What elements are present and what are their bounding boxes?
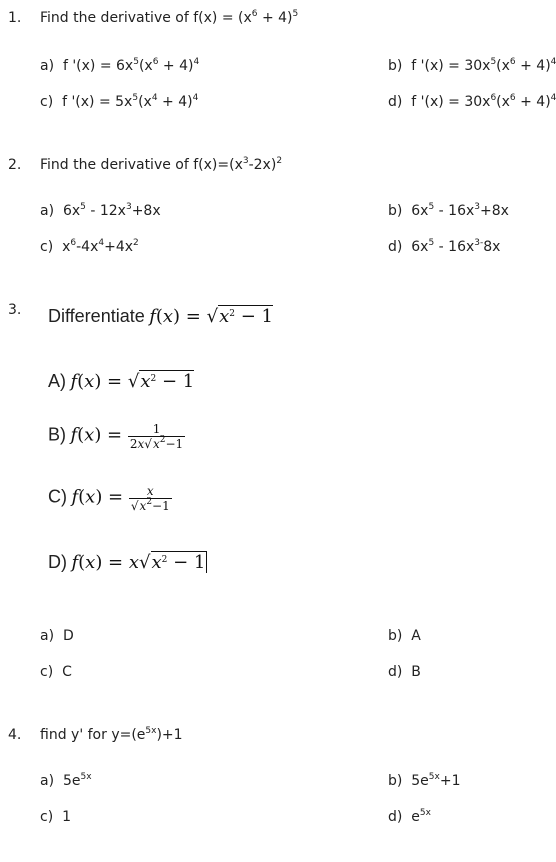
fraction-B: $\frac{1}{2x√x^2-1}$ bbox=[129, 422, 184, 451]
q3-choice-B: B) f(x) = $\frac{1}{2x√x^2-1}$ bbox=[48, 422, 184, 451]
q4-option-a[interactable]: a) $5e^{5x}$ bbox=[40, 772, 92, 789]
q1-option-d[interactable]: d) f '$(x) = 30x^6(x^6 + 4)^4$ bbox=[388, 93, 556, 110]
q1-option-c[interactable]: c) f '$(x) = 5x^5(x^4 + 4)^4$ bbox=[40, 93, 199, 110]
q1-option-a[interactable]: a) f '$(x) = 6x^5(x^6 + 4)^4$ bbox=[40, 57, 200, 74]
question-4-prompt: find y' for $y=(e^{5x})+1$ bbox=[40, 726, 183, 743]
question-2-number: 2. bbox=[8, 157, 22, 173]
fraction-C: $\frac{x}{√x^2-1}$ bbox=[130, 484, 170, 513]
q2-option-a[interactable]: a) $6x^5 - 12x^3+8x$ bbox=[40, 202, 161, 219]
q2-option-d[interactable]: d) $6x^5 - 16x^{3-}8x$ bbox=[388, 238, 501, 255]
q2-option-c[interactable]: c) $x^6-4x^4+4x^2$ bbox=[40, 238, 139, 255]
q3-option-b[interactable]: b) A bbox=[388, 628, 421, 644]
question-1-prompt: Find the derivative of $f(x) = (x^6 + 4)^5$ bbox=[40, 9, 299, 26]
q3-option-a[interactable]: a) D bbox=[40, 628, 74, 644]
q4-option-b[interactable]: b) $5e^{5x}+1$ bbox=[388, 772, 461, 789]
question-2-prompt: Find the derivative of $f(x)=(x^3-2x)^2$ bbox=[40, 156, 283, 173]
question-4-number: 4. bbox=[8, 727, 22, 743]
q4-option-d[interactable]: d) $e^{5x}$ bbox=[388, 808, 431, 825]
q3-choice-C: C) f(x) = $\frac{x}{√x^2-1}$ bbox=[48, 484, 170, 513]
q1-option-b[interactable]: b) f '$(x) = 30x^5(x^6 + 4)^4$ bbox=[388, 57, 556, 74]
question-3-prompt: Differentiate $f(x) = √x^2 - 1$ bbox=[48, 306, 273, 327]
q3-choice-D: D) $f(x) = x√x^2 - 1$ bbox=[48, 552, 206, 573]
q3-option-c[interactable]: c) C bbox=[40, 664, 72, 680]
q3-choice-A: A) $f(x) = √x^2 - 1$ bbox=[48, 371, 195, 392]
question-3-number: 3. bbox=[8, 302, 22, 318]
q3-option-d[interactable]: d) B bbox=[388, 664, 421, 680]
question-1-number: 1. bbox=[8, 10, 22, 26]
q2-option-b[interactable]: b) $6x^5 - 16x^3+8x$ bbox=[388, 202, 509, 219]
q4-option-c[interactable]: c) 1 bbox=[40, 809, 71, 825]
